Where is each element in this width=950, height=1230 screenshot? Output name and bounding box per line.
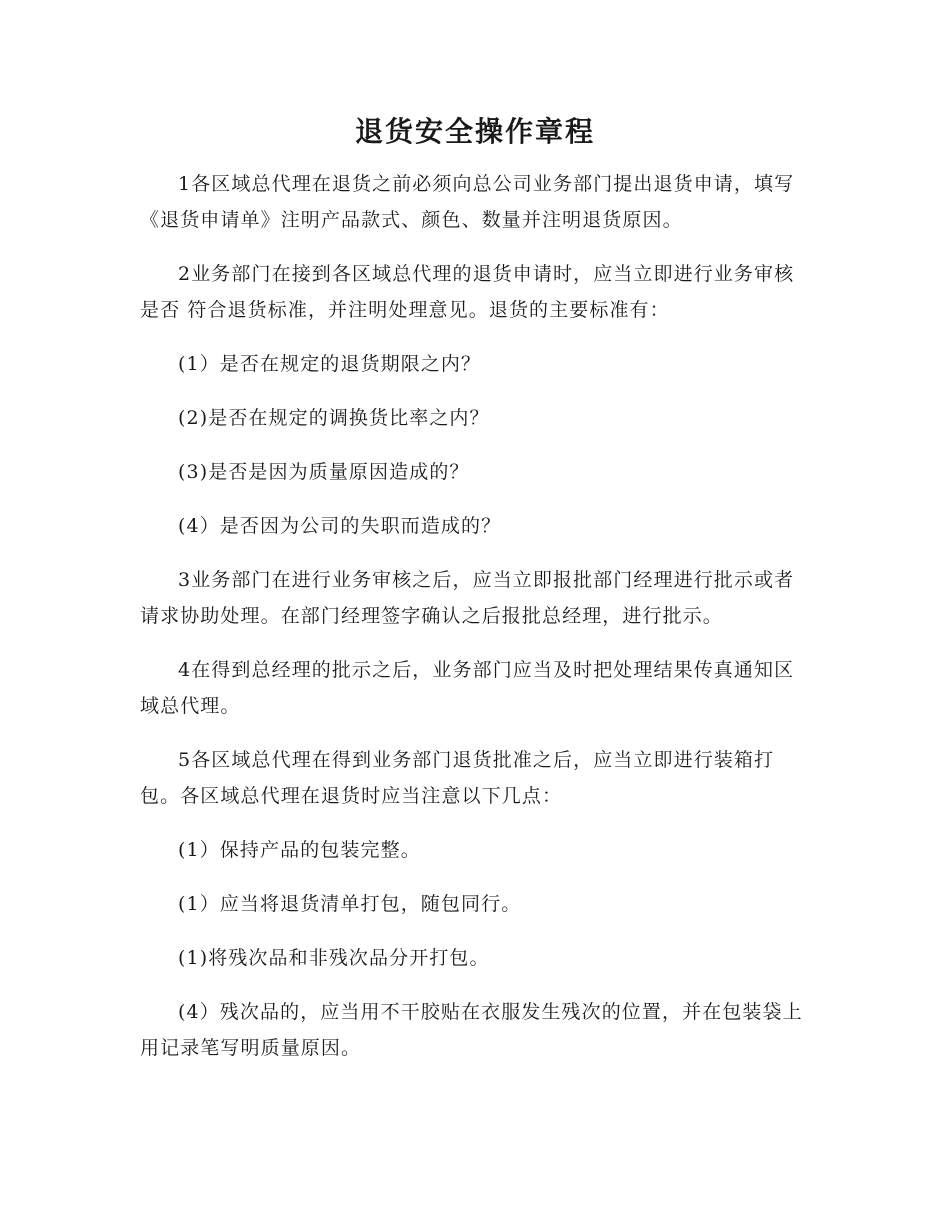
paragraph-4: 4在得到总经理的批示之后，业务部门应当及时把处理结果传真通知区域总代理。: [140, 659, 795, 717]
list-item: (2)是否在规定的调换货比率之内？: [178, 407, 490, 429]
document-title: 退货安全操作章程: [354, 115, 595, 148]
list-item: (1）应当将退货清单打包，随包同行。: [178, 893, 522, 915]
list-item: (4）是否因为公司的失职而造成的？: [178, 515, 502, 537]
list-item: (4）残次品的，应当用不干胶贴在衣服发生残次的位置，并在包装袋上用记录笔写明质量原因。: [140, 1001, 803, 1059]
paragraph-2: 2业务部门在接到各区域总代理的退货申请时，应当立即进行业务审核是否 符合退货标准，并注明处理意见。退货的主要标准有：: [140, 263, 795, 321]
list-item: (1)将残次品和非残次品分开打包。: [178, 947, 490, 969]
paragraph-1: 1各区域总代理在退货之前必须向总公司业务部门提出退货申请，填写《退货申请单》注明产品款式、颜色、数量并注明退货原因。: [140, 173, 795, 231]
list-item: (3)是否是因为质量原因造成的？: [178, 461, 470, 483]
paragraph-5: 5各区域总代理在得到业务部门退货批准之后，应当立即进行装箱打包。各区域总代理在退货时应当注意以下几点：: [140, 749, 775, 807]
list-item: (1）保持产品的包装完整。: [178, 839, 421, 861]
list-item: (1）是否在规定的退货期限之内？: [178, 353, 482, 375]
paragraph-3: 3业务部门在进行业务审核之后，应当立即报批部门经理进行批示或者请求协助处理。在部门经理签字确认之后报批总经理，进行批示。: [140, 569, 795, 627]
document-body: [140, 166, 812, 1066]
